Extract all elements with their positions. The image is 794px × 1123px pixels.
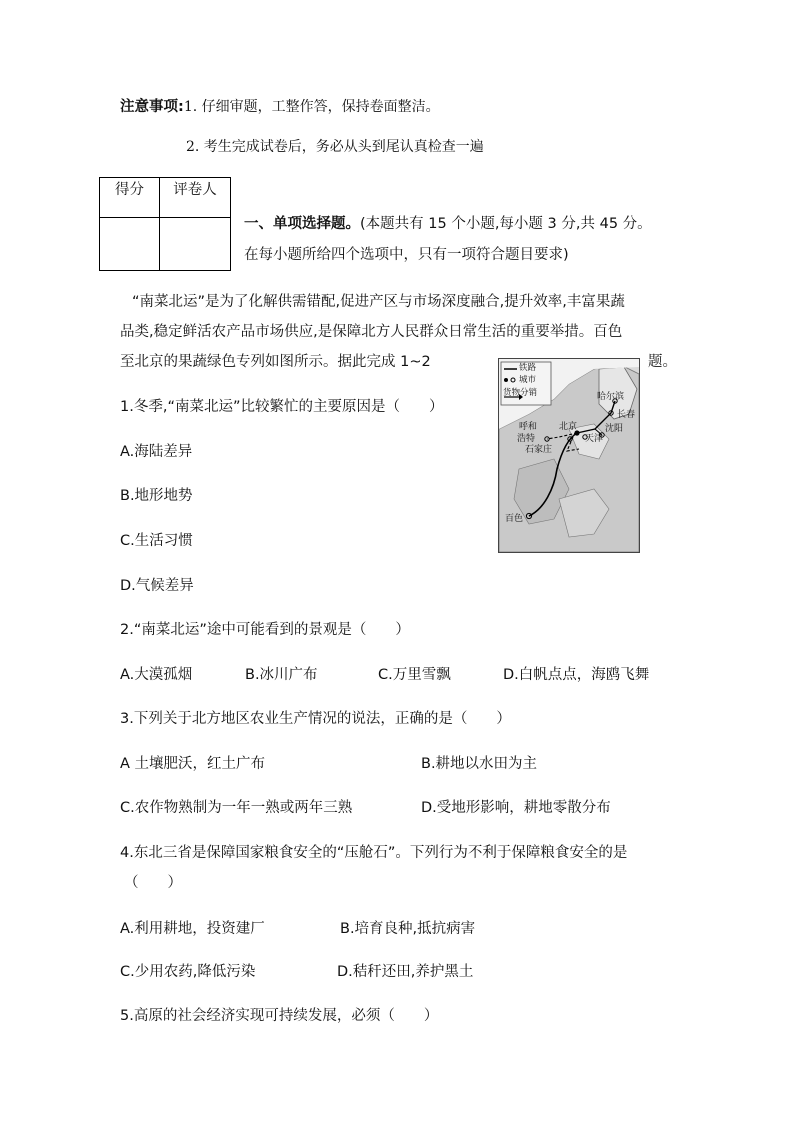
route-map: [498, 358, 640, 553]
legend-city-label: 城市: [519, 375, 537, 385]
city-beijing: 北京: [559, 422, 578, 432]
score-header: 得分: [100, 178, 160, 218]
intro-line-2: 品类,稳定鲜活农产品市场供应,是保障北方人民群众日常生活的重要举措。百色: [120, 324, 623, 340]
q2-option-a[interactable]: A.大漠孤烟: [120, 667, 193, 683]
notice-item-1: 1. 仔细审题，工整作答，保持卷面整洁。: [183, 99, 440, 115]
legend-goods-label: 货物分销: [503, 388, 538, 398]
question-5-stem: 5.高原的社会经济实现可持续发展，必须（ ）: [120, 1008, 439, 1024]
q1-option-c[interactable]: C.生活习惯: [120, 533, 193, 549]
q4-option-c[interactable]: C.少用农药,降低污染: [120, 964, 256, 980]
q1-option-a[interactable]: A.海陆差异: [120, 444, 193, 460]
score-cell[interactable]: [100, 218, 160, 271]
q4-option-a[interactable]: A.利用耕地，投资建厂: [120, 921, 265, 937]
city-shijiazhuang: 石家庄: [525, 445, 553, 455]
legend-rail-label: 铁路: [519, 363, 537, 373]
city-harbin: 哈尔滨: [597, 392, 625, 402]
score-table: [99, 177, 231, 271]
question-4-stem: 4.东北三省是保障国家粮食安全的“压舱石”。下列行为不利于保障粮食安全的是: [120, 845, 628, 861]
intro-line-3b: 题。: [648, 354, 677, 370]
city-hohhot-1: 呼和: [519, 422, 538, 432]
notice-item-2: 2. 考生完成试卷后，务必从头到尾认真检查一遍: [186, 139, 484, 155]
question-1-stem: 1.冬季,“南菜北运”比较繁忙的主要原因是（ ）: [120, 399, 444, 415]
notice-label: 注意事项:: [120, 99, 184, 115]
intro-line-3a: 至北京的果蔬绿色专列如图所示。据此完成 1~2: [120, 354, 431, 370]
section-1-desc-1: (本题共有 15 个小题,每小题 3 分,共 45 分。: [360, 216, 652, 232]
q1-option-b[interactable]: B.地形地势: [120, 488, 193, 504]
q2-option-d[interactable]: D.白帆点点，海鸥飞舞: [503, 667, 650, 683]
question-4-stem-cont: （ ）: [124, 875, 182, 891]
q2-option-b[interactable]: B.冰川广布: [245, 667, 318, 683]
q3-option-c[interactable]: C.农作物熟制为一年一熟或两年三熟: [120, 800, 353, 816]
q3-option-d[interactable]: D.受地形影响，耕地零散分布: [421, 800, 611, 816]
q3-option-b[interactable]: B.耕地以水田为主: [421, 756, 538, 772]
notice-line-1: [120, 97, 440, 117]
q3-option-a[interactable]: A 土壤肥沃，红土广布: [120, 756, 266, 772]
question-2-stem: 2.“南菜北运”途中可能看到的景观是（ ）: [120, 622, 410, 638]
grader-cell[interactable]: [160, 218, 231, 271]
q2-option-c[interactable]: C.万里雪飘: [378, 667, 451, 683]
q1-option-d[interactable]: D.气候差异: [120, 578, 194, 594]
section-1-header: [244, 214, 652, 234]
q4-option-b[interactable]: B.培育良种,抵抗病害: [340, 921, 476, 937]
city-hohhot-2: 浩特: [517, 434, 536, 444]
section-1-desc-2: 在每小题所给四个选项中，只有一项符合题目要求): [244, 247, 569, 263]
intro-line-1: “南菜北运”是为了化解供需错配,促进产区与市场深度融合,提升效率,丰富果蔬: [132, 294, 625, 310]
city-changchun: 长春: [617, 410, 636, 420]
question-3-stem: 3.下列关于北方地区农业生产情况的说法，正确的是（ ）: [120, 711, 511, 727]
city-shenyang: 沈阳: [605, 424, 624, 434]
section-1-title: 一、单项选择题。: [244, 216, 360, 232]
city-baise: 百色: [505, 514, 524, 524]
q4-option-d[interactable]: D.秸秆还田,养护黑土: [337, 964, 474, 980]
city-tianjin: 天津: [585, 434, 604, 444]
grader-header: 评卷人: [160, 178, 231, 218]
